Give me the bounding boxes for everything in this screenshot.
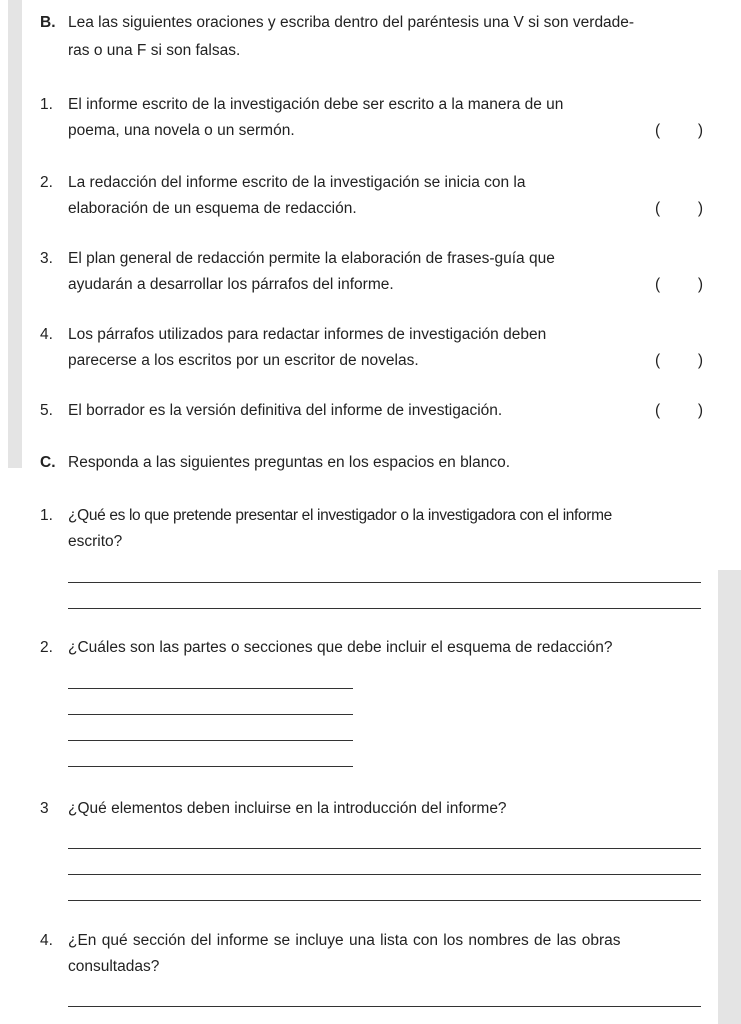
statement-text-line1: La redacción del informe escrito de la investigación se inicia con la	[68, 174, 526, 191]
paren-open: (	[655, 352, 661, 369]
question-text-line1: ¿Qué es lo que pretende presentar el investigador o la investigadora con el informe	[68, 507, 612, 524]
section-b-letter: B.	[40, 14, 56, 31]
statement-text-line2: ayudarán a desarrollar los párrafos del informe.	[68, 276, 394, 293]
paren-close: )	[697, 122, 703, 139]
paren-close: )	[697, 402, 703, 419]
statement-number: 1.	[40, 96, 53, 113]
paren-open: (	[655, 122, 661, 139]
section-b-instruction-line2: ras o una F si son falsas.	[68, 42, 241, 59]
answer-line[interactable]	[68, 766, 353, 767]
statement-text-line1: Los párrafos utilizados para redactar informes de investigación deben	[68, 326, 547, 343]
section-c-instruction: Responda a las siguientes preguntas en los espacios en blanco.	[68, 454, 511, 471]
paren-close: )	[697, 276, 703, 293]
section-b-instruction-line1: Lea las siguientes oraciones y escriba dentro del paréntesis una V si son verdade-	[68, 14, 635, 31]
answer-line[interactable]	[68, 848, 701, 849]
question-number: 1.	[40, 507, 53, 524]
answer-parentheses[interactable]	[655, 276, 703, 294]
statement-number: 3.	[40, 250, 53, 267]
left-margin-bar	[8, 0, 22, 468]
answer-parentheses[interactable]	[655, 402, 703, 420]
question-text-line2: escrito?	[68, 533, 123, 550]
section-c-letter: C.	[40, 454, 56, 471]
statement-text-line2: elaboración de un esquema de redacción.	[68, 200, 357, 217]
question-number: 2.	[40, 639, 53, 656]
question-text-line1: ¿Cuáles son las partes o secciones que debe incluir el esquema de redacción?	[68, 639, 613, 656]
statement-number: 2.	[40, 174, 53, 191]
statement-number: 4.	[40, 326, 53, 343]
statement-text-line1: El borrador es la versión definitiva del informe de investigación.	[68, 402, 503, 419]
statement-text-line2: poema, una novela o un sermón.	[68, 122, 295, 139]
answer-parentheses[interactable]	[655, 352, 703, 370]
answer-parentheses[interactable]	[655, 200, 703, 218]
question-text-line1: ¿En qué sección del informe se incluye una lista con los nombres de las obras	[68, 932, 621, 949]
paren-close: )	[697, 200, 703, 217]
answer-line[interactable]	[68, 1006, 701, 1007]
question-text-line1: ¿Qué elementos deben incluirse en la introducción del informe?	[68, 800, 507, 817]
statement-text-line1: El informe escrito de la investigación debe ser escrito a la manera de un	[68, 96, 564, 113]
answer-line[interactable]	[68, 688, 353, 689]
paren-open: (	[655, 276, 661, 293]
answer-line[interactable]	[68, 874, 701, 875]
answer-line[interactable]	[68, 714, 353, 715]
question-number: 4.	[40, 932, 53, 949]
answer-line[interactable]	[68, 900, 701, 901]
answer-line[interactable]	[68, 582, 701, 583]
statement-number: 5.	[40, 402, 53, 419]
paren-close: )	[697, 352, 703, 369]
answer-parentheses[interactable]	[655, 122, 703, 140]
paren-open: (	[655, 402, 661, 419]
answer-line[interactable]	[68, 740, 353, 741]
right-margin-bar	[718, 570, 741, 1024]
question-text-line2: consultadas?	[68, 958, 160, 975]
statement-text-line1: El plan general de redacción permite la elaboración de frases-guía que	[68, 250, 555, 267]
statement-text-line2: parecerse a los escritos por un escritor de novelas.	[68, 352, 419, 369]
question-number: 3	[40, 800, 49, 817]
paren-open: (	[655, 200, 661, 217]
answer-line[interactable]	[68, 608, 701, 609]
